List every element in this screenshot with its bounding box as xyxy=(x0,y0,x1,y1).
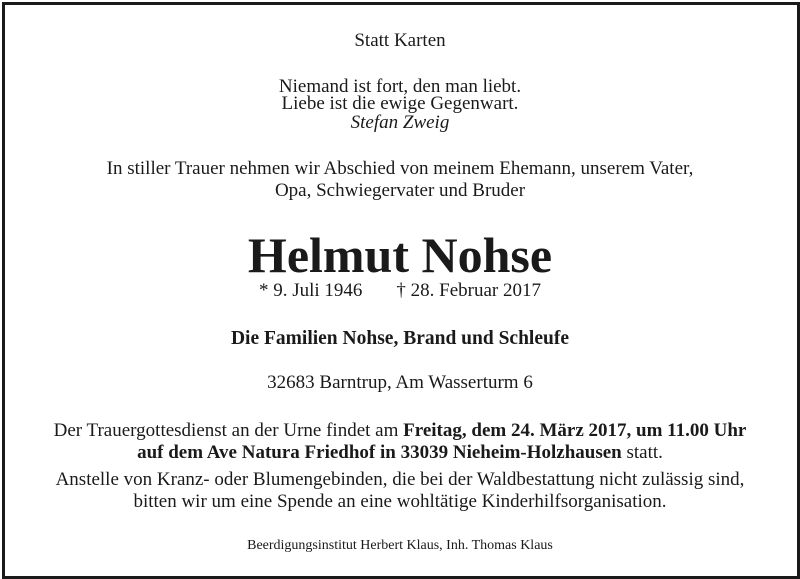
quote-line-1: Niemand ist fort, den man liebt. xyxy=(278,76,522,97)
header-text: Statt Karten xyxy=(354,30,446,51)
service-prefix: Der Trauergottesdienst an der Urne findet am xyxy=(53,420,404,441)
address: 32683 Barntrup, Am Wasserturm 6 xyxy=(267,372,533,393)
donation-line-2: bitten wir um eine Spende an eine wohltätige Kinderhilfsorganisation. xyxy=(133,491,667,512)
life-dates xyxy=(0,280,800,302)
service-line-1 xyxy=(0,420,800,442)
deceased-name: Helmut Nohse xyxy=(247,227,553,283)
footer-funeral-home: Beerdigungsinstitut Herbert Klaus, Inh. Thomas Klaus xyxy=(247,538,553,553)
families: Die Familien Nohse, Brand und Schleufe xyxy=(230,328,570,349)
service-date: Freitag, dem 24. März 2017, um 11.00 Uhr xyxy=(403,420,747,441)
quote-line-2: Liebe ist die ewige Gegenwart. xyxy=(281,93,519,114)
birth-date: * 9. Juli 1946 xyxy=(258,280,363,301)
service-line-2 xyxy=(0,442,800,464)
donation-line-1: Anstelle von Kranz- oder Blumengebinden, die bei der Waldbestattung nicht zulässig sind, xyxy=(55,469,745,490)
service-location: auf dem Ave Natura Friedhof in 33039 Nieheim-Holzhausen xyxy=(137,442,622,463)
death-date: † 28. Februar 2017 xyxy=(396,280,542,301)
intro-line-1: In stiller Trauer nehmen wir Abschied von meinem Ehemann, unserem Vater, xyxy=(106,158,694,179)
quote-author: Stefan Zweig xyxy=(350,112,450,133)
intro-line-2: Opa, Schwiegervater und Bruder xyxy=(274,180,526,201)
service-suffix: statt. xyxy=(621,442,663,463)
